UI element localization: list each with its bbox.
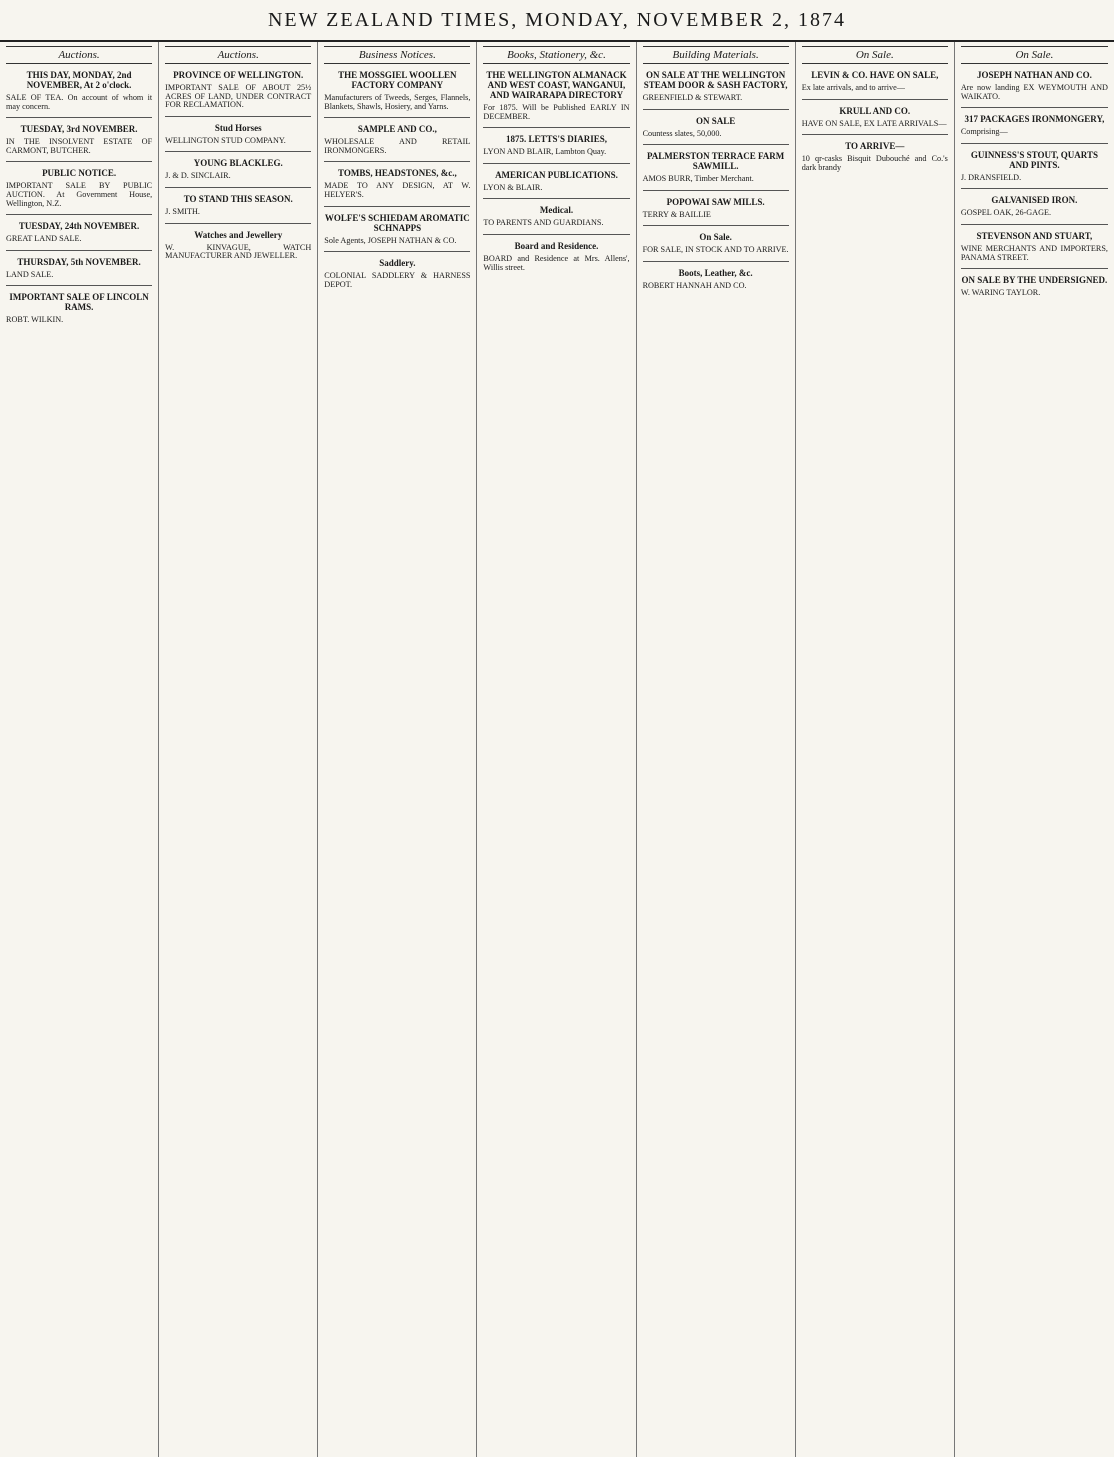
ad-title: JOSEPH NATHAN AND CO.: [976, 70, 1092, 80]
ad-title: On Sale.: [699, 232, 732, 243]
ad-text: MADE TO ANY DESIGN, AT W. HELYER'S.: [324, 181, 471, 200]
divider: [643, 261, 789, 262]
ad-text: SALE OF TEA. On account of whom it may concern.: [6, 93, 153, 111]
divider: [324, 161, 470, 162]
ad-text: Manufacturers of Tweeds, Serges, Flannels, Blankets, Shawls, Hosiery, and Yarns.: [324, 93, 471, 111]
divider: [802, 134, 948, 135]
divider: [961, 107, 1108, 108]
divider: [961, 143, 1108, 144]
column-heading: On Sale.: [961, 46, 1108, 64]
ad-text: For 1875. Will be Published EARLY IN DECEMBER.: [483, 103, 630, 121]
ad-text: J. DRANSFIELD.: [960, 172, 1022, 182]
ad-text: 10 qr-casks Bisquit Dubouché and Co.'s dark brandy: [801, 154, 948, 172]
divider: [6, 214, 152, 215]
ad-text: COLONIAL SADDLERY & HARNESS DEPOT.: [324, 271, 471, 289]
divider: [324, 206, 470, 207]
ad-text: IN THE INSOLVENT ESTATE OF CARMONT, BUTCHER.: [6, 137, 153, 155]
ad-title: THURSDAY, 5th NOVEMBER.: [17, 256, 141, 267]
ad-text: WINE MERCHANTS AND IMPORTERS, PANAMA STREET.: [960, 244, 1108, 262]
ad-text: ROBT. WILKIN.: [6, 315, 64, 325]
ad-title: TO STAND THIS SEASON.: [183, 194, 293, 205]
ad-title: 1875. LETTS'S DIARIES,: [505, 134, 608, 145]
divider: [483, 198, 629, 199]
divider: [6, 250, 152, 251]
ad-text: Are now landing EX WEYMOUTH AND WAIKATO.: [960, 83, 1108, 101]
ad-title: TUESDAY, 3rd NOVEMBER.: [20, 124, 138, 135]
divider: [6, 117, 152, 118]
ad-text: TO PARENTS AND GUARDIANS.: [483, 218, 604, 228]
ad-text: HAVE ON SALE, EX LATE ARRIVALS—: [801, 118, 947, 128]
column-heading: Auctions.: [165, 46, 311, 64]
divider: [961, 268, 1108, 269]
ad-text: WELLINGTON STUD COMPANY.: [165, 135, 286, 145]
ad-title: GALVANISED IRON.: [991, 195, 1078, 206]
ad-text: IMPORTANT SALE BY PUBLIC AUCTION. At Government House, Wellington, N.Z.: [6, 181, 153, 208]
ad-text: LAND SALE.: [6, 269, 54, 279]
ad-text: GREENFIELD & STEWART.: [642, 93, 743, 102]
ad-title: GUINNESS'S STOUT, QUARTS AND PINTS.: [970, 149, 1098, 170]
divider: [483, 163, 629, 164]
columns: [0, 42, 1114, 1457]
ad-title: IMPORTANT SALE OF LINCOLN RAMS.: [9, 292, 149, 313]
divider: [961, 224, 1108, 225]
masthead: [0, 0, 1114, 42]
divider: [324, 117, 470, 118]
divider: [6, 161, 152, 162]
ad-title: ON SALE BY THE UNDERSIGNED.: [961, 275, 1108, 286]
ad-title: Saddlery.: [379, 258, 416, 269]
ad-title: Boots, Leather, &c.: [678, 268, 753, 279]
ad-text: TERRY & BAILLIE: [642, 209, 711, 219]
divider: [165, 187, 311, 188]
divider: [643, 109, 789, 110]
ad-title: KRULL AND CO.: [839, 105, 911, 116]
ad-title: WOLFE'S SCHIEDAM AROMATIC SCHNAPPS: [324, 212, 470, 233]
column-heading: Books, Stationery, &c.: [483, 46, 629, 64]
ad-title: PALMERSTON TERRACE FARM SAWMILL.: [646, 151, 785, 172]
ad-title: SAMPLE AND CO.,: [357, 124, 437, 135]
ad-title: Watches and Jewellery: [194, 229, 283, 240]
divider: [165, 116, 311, 117]
column-5: [637, 42, 796, 1457]
ad-text: W. WARING TAYLOR.: [960, 288, 1041, 298]
ad-text: ROBERT HANNAH AND CO.: [642, 281, 747, 291]
ad-title: THE MOSSGIEL WOOLLEN FACTORY COMPANY: [338, 70, 457, 90]
ad-title: PROVINCE OF WELLINGTON.: [173, 70, 304, 80]
divider: [483, 234, 629, 235]
ad-title: ON SALE: [696, 115, 736, 126]
ad-title: TUESDAY, 24th NOVEMBER.: [18, 221, 140, 232]
column-heading: On Sale.: [802, 46, 948, 64]
ad-title: PUBLIC NOTICE.: [42, 168, 117, 179]
ad-title: Medical.: [539, 205, 574, 216]
ad-title: THE WELLINGTON ALMANACK AND WEST COAST, WANGANUI, AND WAIRARAPA DIRECTORY: [486, 70, 627, 100]
divider: [961, 188, 1108, 189]
divider: [324, 251, 470, 252]
divider: [643, 144, 789, 145]
column-heading: Building Materials.: [643, 46, 789, 64]
ad-text: AMOS BURR, Timber Merchant.: [642, 174, 754, 184]
ad-text: GREAT LAND SALE.: [6, 234, 82, 244]
ad-text: WHOLESALE AND RETAIL IRONMONGERS.: [324, 137, 471, 155]
ad-title: THIS DAY, MONDAY, 2nd NOVEMBER, At 2 o'clock.: [26, 70, 132, 90]
divider: [643, 190, 789, 191]
ad-text: FOR SALE, IN STOCK AND TO ARRIVE.: [642, 245, 789, 255]
masthead-title: NEW ZEALAND TIMES, MONDAY, NOVEMBER 2, 1874: [267, 8, 847, 31]
ad-text: Comprising—: [960, 127, 1008, 137]
column-1: [0, 42, 159, 1457]
ad-text: IMPORTANT SALE OF ABOUT 25½ ACRES OF LAND, UNDER CONTRACT FOR RECLAMATION.: [165, 83, 312, 110]
ad-text: J. & D. SINCLAIR.: [165, 171, 231, 181]
ad-title: ON SALE AT THE WELLINGTON STEAM DOOR & SASH FACTORY,: [643, 70, 788, 90]
column-2: [159, 42, 318, 1457]
ad-text: Ex late arrivals, and to arrive—: [801, 83, 905, 92]
divider: [6, 285, 152, 286]
divider: [483, 127, 629, 128]
ad-text: Countess slates, 50,000.: [642, 128, 722, 138]
ad-text: BOARD and Residence at Mrs. Allens', Willis street.: [483, 254, 630, 272]
column-3: [318, 42, 477, 1457]
ad-title: STEVENSON AND STUART,: [976, 231, 1093, 242]
column-heading: Auctions.: [6, 46, 152, 64]
ad-text: LYON AND BLAIR, Lambton Quay.: [483, 147, 607, 157]
ad-title: LEVIN & CO. HAVE ON SALE,: [811, 70, 939, 80]
ad-title: POPOWAI SAW MILLS.: [666, 196, 765, 207]
column-items: [6, 70, 152, 325]
ad-title: 317 PACKAGES IRONMONGERY,: [964, 114, 1105, 125]
ad-text: GOSPEL OAK, 26-GAGE.: [960, 208, 1052, 218]
ad-text: J. SMITH.: [165, 207, 200, 217]
ad-text: Sole Agents, JOSEPH NATHAN & CO.: [324, 235, 457, 245]
ad-text: LYON & BLAIR.: [483, 182, 543, 192]
divider: [165, 223, 311, 224]
divider: [165, 151, 311, 152]
column-6: [796, 42, 955, 1457]
ad-text: W. KINVAGUE, WATCH MANUFACTURER AND JEWELLER.: [165, 242, 312, 261]
column-4: [477, 42, 636, 1457]
ad-title: TO ARRIVE—: [845, 141, 905, 152]
ad-title: Stud Horses: [214, 122, 262, 133]
ad-title: TOMBS, HEADSTONES, &c.,: [338, 168, 457, 179]
ad-title: YOUNG BLACKLEG.: [193, 158, 283, 169]
divider: [643, 225, 789, 226]
column-7: [955, 42, 1114, 1457]
ad-title: Board and Residence.: [514, 241, 599, 252]
divider: [802, 99, 948, 100]
column-heading: Business Notices.: [324, 46, 470, 64]
ad-title: AMERICAN PUBLICATIONS.: [495, 169, 618, 180]
